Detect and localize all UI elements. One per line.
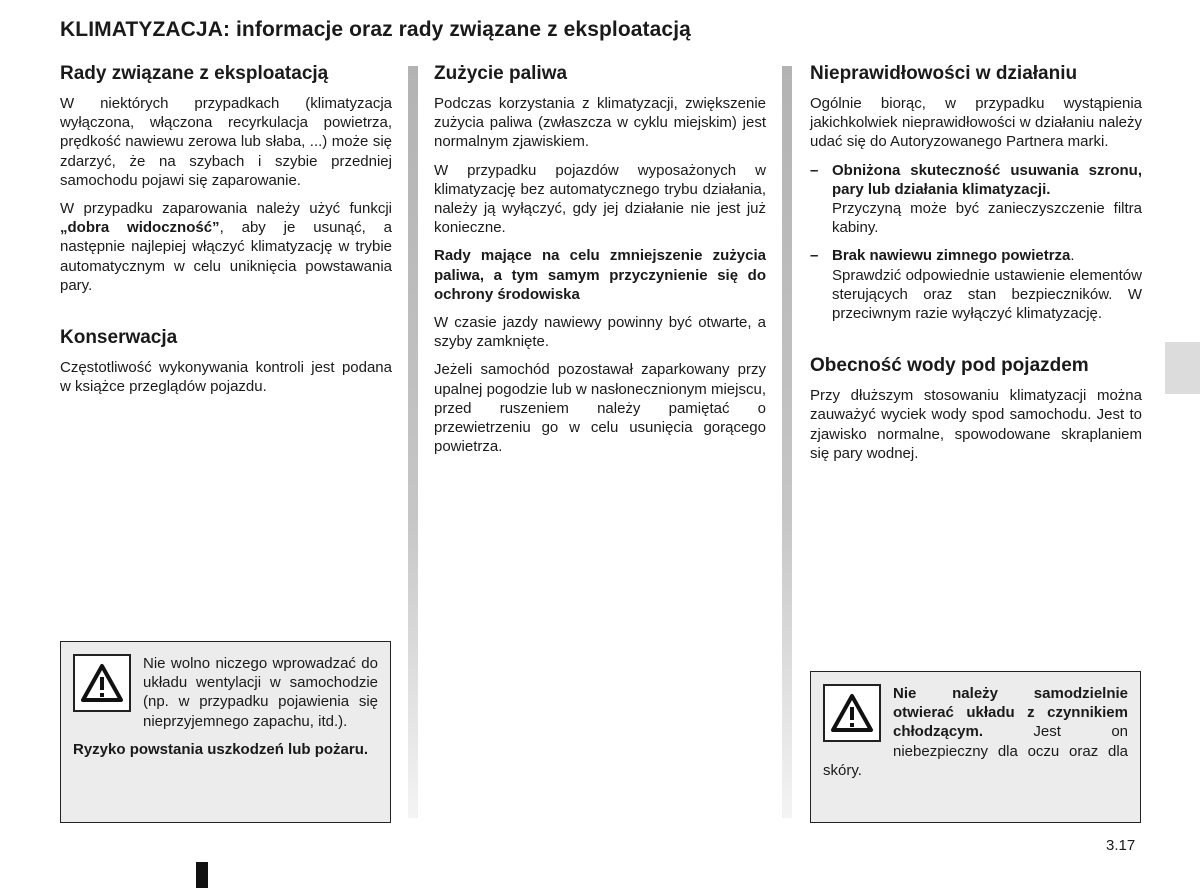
bold-span: „dobra widoczność” bbox=[60, 219, 220, 237]
list-item-title: Brak nawiewu zimnego powietrza bbox=[832, 247, 1071, 265]
chapter-tab bbox=[1165, 342, 1200, 394]
heading-konserwacja: Konserwacja bbox=[60, 327, 178, 349]
column-1 bbox=[60, 62, 392, 405]
warning-text: Nie wolno niczego wprowadzać do układu wentylacji w samochodzie (np. w przypadku pojawienia się nieprzyjemnego zapachu, itd.). bbox=[143, 655, 378, 730]
paragraph: W niektórych przypadkach (klimatyzacja wyłączona, włączona recyrkulacja powietrza, prędkość nawiewu zerowa lub słaba, ...) może się zdarzyć, że na szybach i szybie przedniej samochodu pojawi się zaparowanie. bbox=[60, 95, 392, 189]
page-title: KLIMATYZACJA: informacje oraz rady związane z eksploatacją bbox=[60, 18, 691, 41]
list-item bbox=[810, 161, 1142, 238]
list-item bbox=[810, 246, 1142, 323]
heading-woda: Obecność wody pod pojazdem bbox=[810, 355, 1089, 377]
paragraph: W czasie jazdy nawiewy powinny być otwarte, a szyby zamknięte. bbox=[434, 314, 766, 351]
text-span: . bbox=[1070, 247, 1075, 265]
heading-rady: Rady związane z eksploatacją bbox=[60, 63, 329, 84]
paragraph: Częstotliwość wykonywania kontroli jest podana w książce przeglądów pojazdu. bbox=[60, 359, 392, 396]
warning-triangle-icon bbox=[823, 684, 881, 742]
dash-bullet: – bbox=[810, 247, 819, 265]
paragraph bbox=[60, 199, 392, 295]
column-2 bbox=[434, 62, 766, 465]
heading-zuzycie: Zużycie paliwa bbox=[434, 63, 568, 84]
paragraph: Podczas korzystania z klimatyzacji, zwiększenie zużycia paliwa (zwłaszcza w cyklu miejskim) jest normalnym zjawiskiem. bbox=[434, 95, 766, 151]
column-separator bbox=[408, 66, 418, 818]
list-item-title: Obniżona skuteczność usuwania szronu, pary lub działania klimatyzacji. bbox=[832, 161, 1142, 198]
list-item-text: Sprawdzić odpowiednie ustawienie elementów sterujących oraz stan bezpieczników. W przeciwnym razie wyłączyć klimatyzację. bbox=[832, 266, 1142, 323]
paragraph-bold: Rady mające na celu zmniejszenie zużycia paliwa, a tym samym przyczynienie się do ochrony środowiska bbox=[434, 247, 766, 303]
text-span: W przypadku zaparowania należy użyć funkcji bbox=[60, 200, 392, 218]
warning-text-bold: Ryzyko powstania uszkodzeń lub pożaru. bbox=[73, 740, 369, 758]
warning-triangle-icon bbox=[73, 654, 131, 712]
warning-box bbox=[60, 641, 391, 823]
crop-mark bbox=[196, 862, 208, 888]
warning-box bbox=[810, 671, 1141, 823]
page-number: 3.17 bbox=[1106, 837, 1136, 854]
paragraph: Przy dłuższym stosowaniu klimatyzacji można zauważyć wyciek wody spod samochodu. Jest to zjawisko normalne, spowodowane skraplaniem się pary wodnej. bbox=[810, 387, 1142, 462]
text-span: Jest on niebezpieczny dla oczu oraz dla skóry. bbox=[823, 723, 1128, 779]
column-separator bbox=[782, 66, 792, 818]
paragraph: Ogólnie biorąc, w przypadku wystąpienia jakichkolwiek nieprawidłowości w działaniu należy udać się do Autoryzowanego Partnera marki. bbox=[810, 95, 1142, 151]
paragraph: Jeżeli samochód pozostawał zaparkowany przy upalnej pogodzie lub w nasłonecznionym miejscu, przed ruszeniem należy pamiętać o przewietrzeniu go w celu usunięcia gorącego powietrza. bbox=[434, 361, 766, 456]
list-item-text: Przyczyną może być zanieczyszczenie filtra kabiny. bbox=[832, 200, 1142, 237]
text-span: , aby je usunąć, a następnie najlepiej włączyć klimatyzację w trybie automatycznym w celu uniknięcia powstawania pary. bbox=[60, 219, 392, 294]
heading-nieprawidlowosci: Nieprawidłowości w działaniu bbox=[810, 63, 1078, 84]
paragraph: W przypadku pojazdów wyposażonych w klimatyzację bez automatycznego trybu działania, należy ją wyłączyć, gdy jej działanie nie jest już konieczne. bbox=[434, 161, 766, 237]
column-3 bbox=[810, 62, 1142, 472]
warning-text-bold: Nie należy samodzielnie otwierać układu z czynnikiem chłodzącym. bbox=[893, 685, 1128, 741]
dash-bullet: – bbox=[810, 161, 819, 179]
